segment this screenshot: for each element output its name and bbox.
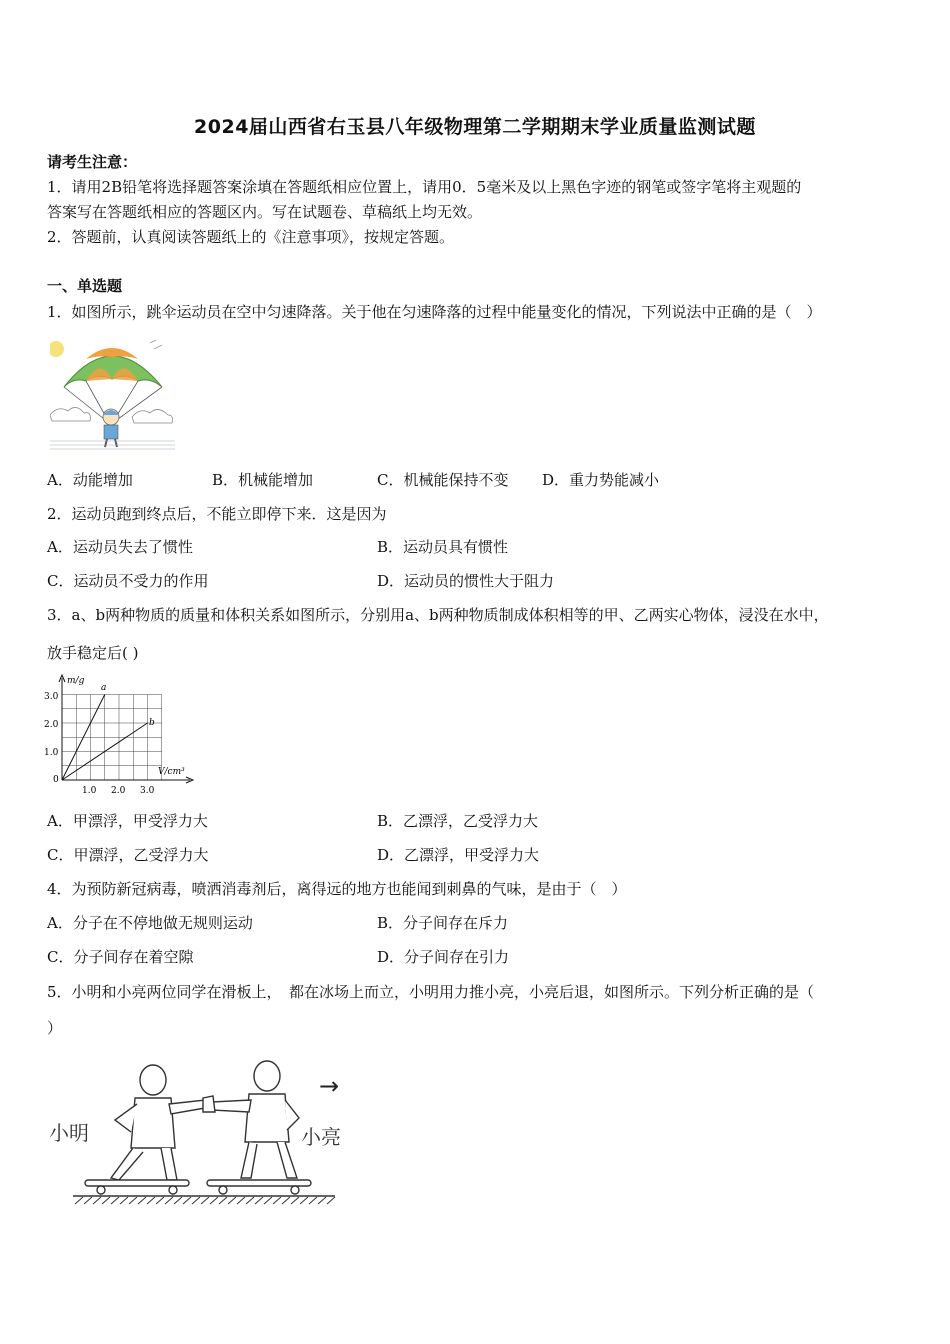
ice-hatching (75, 1197, 335, 1204)
hatch-mark (93, 1197, 101, 1204)
notice-item-2: 2．答题前，认真阅读答题纸上的《注意事项》，按规定答题。 (47, 228, 455, 246)
q4-stem: 4．为预防新冠病毒，喷洒消毒剂后，离得远的地方也能闻到刺鼻的气味，是由于（ ） (47, 880, 627, 898)
line-a-label: a (101, 683, 107, 693)
hatch-mark (255, 1197, 263, 1204)
hatch-mark (156, 1197, 164, 1204)
x-tick-1: 1.0 (82, 786, 97, 796)
hatch-mark (174, 1197, 182, 1204)
hatch-mark (246, 1197, 254, 1204)
line-b-label: b (149, 718, 155, 728)
q1-option-d[interactable]: D．重力势能减小 (542, 471, 660, 489)
q2-option-a[interactable]: A．运动员失去了惯性 (47, 538, 193, 556)
hatch-mark (84, 1197, 92, 1204)
xiaoming-label: 小明 (49, 1121, 89, 1145)
notice-heading: 请考生注意： (47, 153, 138, 171)
hatch-mark (102, 1197, 110, 1204)
parachute-figure (50, 337, 175, 452)
graph-grid (62, 695, 162, 781)
x-tick-2: 2.0 (111, 786, 126, 796)
hands-contact (203, 1096, 215, 1112)
mass-volume-graph (40, 672, 200, 797)
section-heading: 一、单选题 (47, 277, 123, 295)
hatch-mark (129, 1197, 137, 1204)
q3-option-b[interactable]: B．乙漂浮，乙受浮力大 (377, 812, 539, 830)
q3-option-d[interactable]: D．乙漂浮，甲受浮力大 (377, 846, 540, 864)
q4-option-d[interactable]: D．分子间存在引力 (377, 948, 510, 966)
hatch-mark (318, 1197, 326, 1204)
notice-item-1-cont: 答案写在答题纸相应的答题区内。写在试题卷、草稿纸上均无效。 (47, 203, 483, 221)
q2-stem: 2．运动员跑到终点后，不能立即停下来．这是因为 (47, 505, 387, 523)
q1-option-b[interactable]: B．机械能增加 (212, 471, 314, 489)
page-title: 2024届山西省右玉县八年级物理第二学期期末学业质量监测试题 (194, 116, 756, 138)
y-axis-label: m/g (67, 676, 85, 686)
hatch-mark (183, 1197, 191, 1204)
q2-option-d[interactable]: D．运动员的惯性大于阻力 (377, 572, 555, 590)
hatch-mark (228, 1197, 236, 1204)
hatch-mark (147, 1197, 155, 1204)
hatch-mark (273, 1197, 281, 1204)
hatch-mark (75, 1197, 83, 1204)
x-tick-3: 3.0 (140, 786, 155, 796)
hatch-mark (282, 1197, 290, 1204)
hatch-mark (264, 1197, 272, 1204)
skateboard-figure (45, 1058, 365, 1208)
y-tick-2: 2.0 (44, 720, 59, 730)
q4-option-c[interactable]: C．分子间存在着空隙 (47, 948, 194, 966)
motion-arrow: → (319, 1072, 340, 1100)
hatch-mark (111, 1197, 119, 1204)
hatch-mark (138, 1197, 146, 1204)
hatch-mark (192, 1197, 200, 1204)
origin-label: 0 (53, 775, 59, 785)
q1-stem: 1．如图所示，跳伞运动员在空中匀速降落。关于他在匀速降落的过程中能量变化的情况，下列说法中正确的是（ ） (47, 303, 822, 321)
hatch-mark (300, 1197, 308, 1204)
hatch-mark (210, 1197, 218, 1204)
hatch-mark (120, 1197, 128, 1204)
q5-stem: 5．小明和小亮两位同学在滑板上， 都在冰场上而立，小明用力推小亮，小亮后退，如图所示。下列分析正确的是（ (47, 983, 815, 1001)
xiaoming-skateboard (85, 1180, 189, 1194)
hatch-mark (309, 1197, 317, 1204)
hatch-mark (237, 1197, 245, 1204)
q1-option-a[interactable]: A．动能增加 (47, 471, 133, 489)
q5-stem-cont: ） (47, 1019, 63, 1037)
hatch-mark (291, 1197, 299, 1204)
y-tick-3: 3.0 (44, 692, 59, 702)
xiaoliang-skateboard (207, 1180, 311, 1194)
hatch-mark (201, 1197, 209, 1204)
xiaoliang-label: 小亮 (301, 1125, 341, 1149)
y-tick-1: 1.0 (44, 748, 59, 758)
xiaoliang-person (211, 1061, 299, 1178)
x-axis-label: V/cm³ (158, 767, 185, 777)
notice-item-1: 1．请用2B铅笔将选择题答案涂填在答题纸相应位置上，请用0．5毫米及以上黑色字迹的钢笔或签字笔将主观题的 (47, 178, 802, 196)
hatch-mark (219, 1197, 227, 1204)
q2-option-c[interactable]: C．运动员不受力的作用 (47, 572, 209, 590)
hatch-mark (165, 1197, 173, 1204)
q3-option-c[interactable]: C．甲漂浮，乙受浮力大 (47, 846, 209, 864)
q1-option-c[interactable]: C．机械能保持不变 (377, 471, 509, 489)
hatch-mark (327, 1197, 335, 1204)
q4-option-b[interactable]: B．分子间存在斥力 (377, 914, 509, 932)
q3-option-a[interactable]: A．甲漂浮，甲受浮力大 (47, 812, 208, 830)
xiaoming-person (111, 1065, 205, 1180)
q4-option-a[interactable]: A．分子在不停地做无规则运动 (47, 914, 253, 932)
q3-stem-cont: 放手稳定后( ) (47, 644, 139, 662)
q3-stem: 3．a、b两种物质的质量和体积关系如图所示，分别用a、b两种物质制成体积相等的甲、乙两实心物体，浸没在水中， (47, 606, 829, 624)
q2-option-b[interactable]: B．运动员具有惯性 (377, 538, 509, 556)
